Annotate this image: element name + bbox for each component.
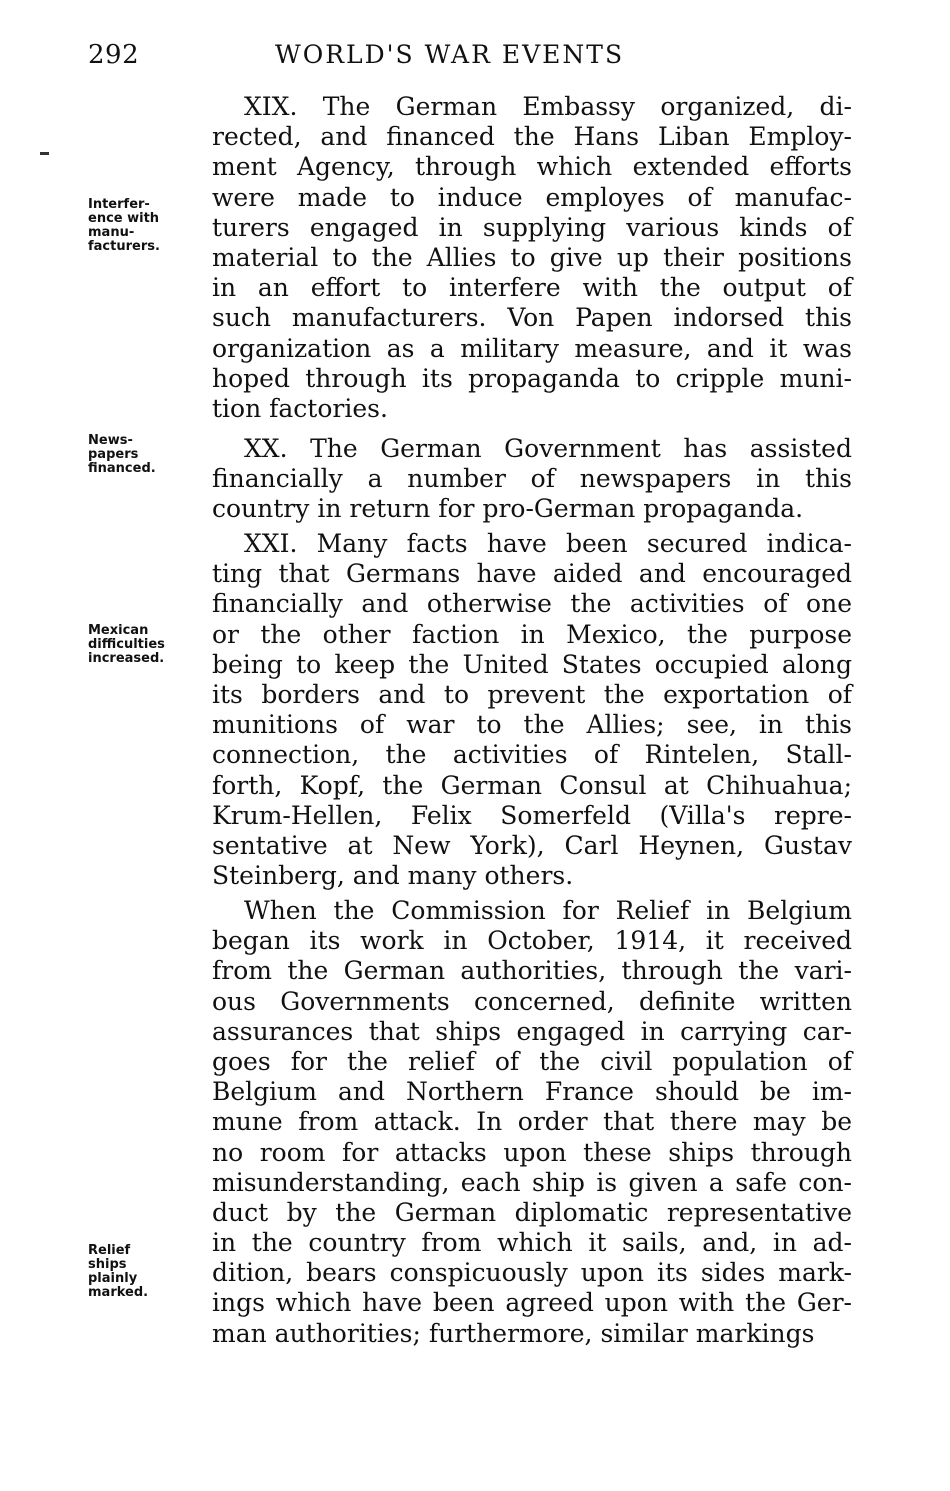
text-line: were made to induce employes of manufac- [212,182,852,212]
margin-mark [40,152,49,155]
text-line: organization as a military measure, and it was [212,333,852,363]
text-line: being to keep the United States occupied along [212,649,852,679]
text-line: rected, and financed the Hans Liban Employ- [212,122,852,152]
text-line: assurances that ships engaged in carrying car- [212,1016,852,1046]
text-line: material to the Allies to give up their positions [212,242,852,272]
text-line: goes for the relief of the civil population of [212,1046,852,1076]
text-line: no room for attacks upon these ships through [212,1137,852,1167]
text-line: or the other faction in Mexico, the purpose [212,619,852,649]
text-line: such manufacturers. Von Papen indorsed this [212,303,852,333]
text-line: ous Governments concerned, definite written [212,986,852,1016]
sidenote-interference: Interfer- ence with manu- facturers. [88,197,160,254]
text-line: Steinberg, and many others. [212,861,574,891]
text-line: dition, bears conspicuously upon its sides mark- [212,1258,852,1288]
sidenote-newspapers: News- papers financed. [88,433,156,476]
paragraph-xx [212,434,852,525]
text-line: ment Agency, through which extended efforts [212,152,852,182]
text-line: in an effort to interfere with the output of [212,273,852,303]
text-line: in the country from which it sails, and, in ad- [212,1228,852,1258]
text-line: XX. The German Government has assisted [244,434,852,463]
paragraph-xxi [212,529,852,891]
text-line: Belgium and Northern France should be im- [212,1077,852,1107]
text-line: turers engaged in supplying various kinds of [212,212,852,242]
page-header [88,40,858,80]
text-line: hoped through its propaganda to cripple muni- [212,363,852,393]
text-line: sentative at New York), Carl Heynen, Gustav [212,830,852,860]
text-line: tion factories. [212,393,388,423]
text-line: misunderstanding, each ship is given a safe con- [212,1167,852,1197]
page-number: 292 [88,40,140,70]
text-line: connection, the activities of Rintelen, Stall- [212,740,852,770]
text-line: ings which have been agreed upon with the Ger- [212,1288,852,1318]
text-line: financially and otherwise the activities of one [212,589,852,619]
text-line: duct by the German diplomatic representative [212,1197,852,1227]
text-line: country in return for pro-German propaganda. [212,494,804,524]
text-line: munitions of war to the Allies; see, in this [212,710,852,740]
running-title: WORLD'S WAR EVENTS [275,40,625,69]
text-line: Krum-Hellen, Felix Somerfeld (Villa's repre- [212,800,852,830]
paragraph-xix [212,92,852,424]
paragraph-relief-commission [212,896,852,1349]
sidenote-mexican: Mexican difficulties increased. [88,623,165,666]
text-line: forth, Kopf, the German Consul at Chihuahua; [212,770,852,800]
text-line: began its work in October, 1914, it received [212,926,852,956]
text-line: man authorities; furthermore, similar markings [212,1318,815,1348]
text-line: XXI. Many facts have been secured indica- [244,529,852,558]
sidenote-relief: Relief ships plainly marked. [88,1243,149,1300]
text-line: mune from attack. In order that there may be [212,1107,852,1137]
text-line: ting that Germans have aided and encouraged [212,559,852,589]
text-line: its borders and to prevent the exportation of [212,679,852,709]
text-line: When the Commission for Relief in Belgium [244,896,852,925]
text-line: from the German authorities, through the vari- [212,956,852,986]
text-line: financially a number of newspapers in this [212,464,852,494]
text-line: XIX. The German Embassy organized, di- [244,92,852,121]
